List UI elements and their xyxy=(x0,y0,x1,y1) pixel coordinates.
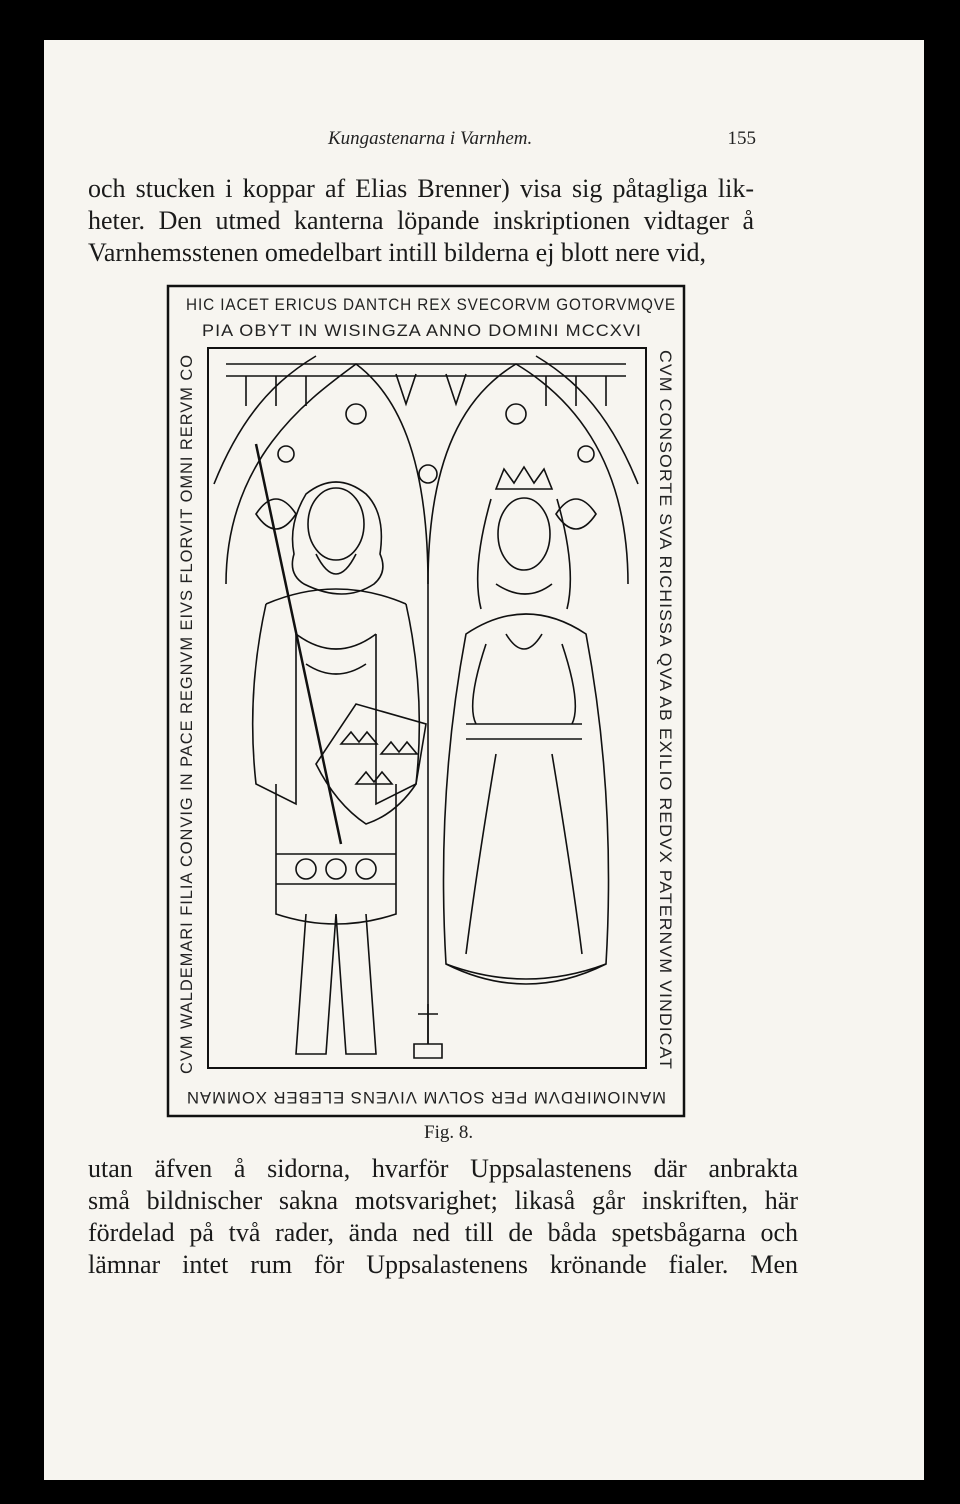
text-line: heter. Den utmed kanterna löpande inskriptionen vidtager å xyxy=(88,206,754,235)
inscription-left: CVM WALDEMARI FILIA CONVIG IN PACE REGNVM EIVS FLORVIT OMNI RERVM CO xyxy=(177,329,196,1074)
running-title: Kungastenarna i Varnhem. xyxy=(328,128,533,149)
center-ornament xyxy=(414,1004,442,1058)
inner-panel xyxy=(208,348,646,1068)
page-number: 155 xyxy=(727,128,756,149)
text-line: små bildnischer sakna motsvarighet; likaså går inskriften, här xyxy=(88,1186,798,1215)
text-line: lämnar intet rum för Uppsalastenens krönande fialer. Men xyxy=(88,1250,798,1279)
book-page xyxy=(44,40,924,1480)
tombstone-figure xyxy=(166,284,686,1144)
queen-effigy xyxy=(444,467,609,984)
inscription-top-1: HIC IACET ERICUS DANTCH REX SVECORVM GOTORVMQVE xyxy=(186,295,676,314)
king-effigy xyxy=(253,444,426,1054)
text-line: Varnhemsstenen omedelbart intill bilderna ej blott nere vid, xyxy=(88,238,707,267)
paragraph-top xyxy=(88,173,754,269)
inscription-bottom: MANIOMIRDVM PER SOLVM VIVENS ELEBER XOMMAN xyxy=(186,1088,666,1107)
text-line: utan äfven å sidorna, hvarför Uppsalastenens där anbrakta xyxy=(88,1154,798,1183)
text-line: fördelad på två rader, ända ned till de båda spetsbågarna och xyxy=(88,1218,798,1247)
slab-border xyxy=(168,286,684,1116)
figure-caption: Fig. 8. xyxy=(424,1122,474,1143)
paragraph-bottom xyxy=(88,1153,798,1281)
inscription-top-2: PIA OBYT IN WISINGZA ANNO DOMINI MCCXVI xyxy=(202,321,642,340)
page-header xyxy=(44,128,924,158)
inscription-right: CVM CONSORTE SVA RICHISSA QVA AB EXILIO REDVX PATERNVM VINDICAT xyxy=(656,350,675,1040)
text-line: och stucken i koppar af Elias Brenner) visa sig påtagliga lik- xyxy=(88,174,754,203)
